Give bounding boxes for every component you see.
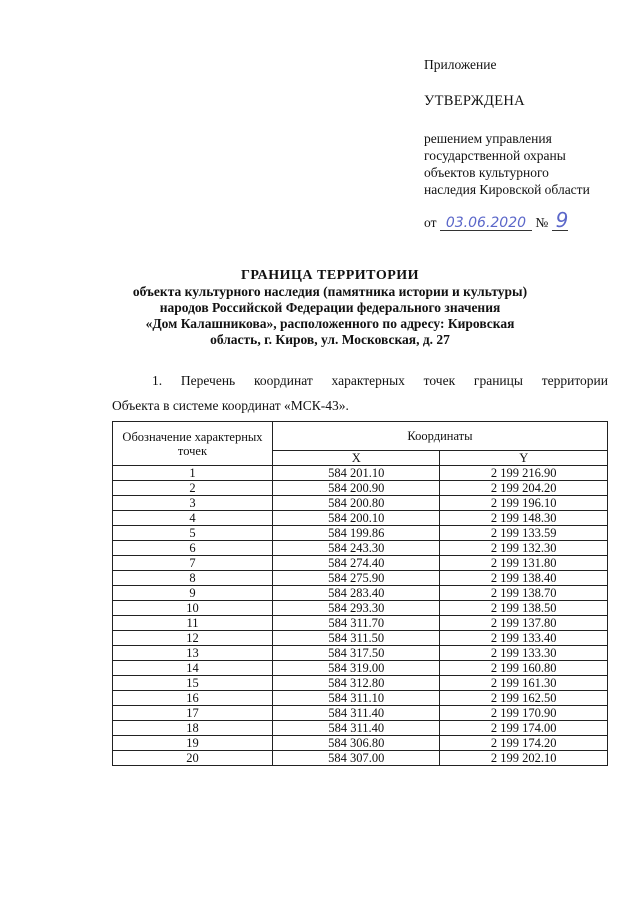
paragraph-line: 1. Перечень координат характерных точек границы территории bbox=[152, 373, 608, 388]
y-coordinate-cell: 2 199 204.20 bbox=[440, 481, 608, 496]
y-coordinate-cell: 2 199 161.30 bbox=[440, 676, 608, 691]
table-row bbox=[113, 541, 608, 556]
handwritten-date: 03.06.2020 bbox=[445, 215, 527, 231]
point-number-cell: 7 bbox=[113, 556, 273, 571]
x-coordinate-cell: 584 319.00 bbox=[272, 661, 440, 676]
table-row bbox=[113, 676, 608, 691]
point-number-cell: 15 bbox=[113, 676, 273, 691]
x-coordinate-cell: 584 201.10 bbox=[272, 466, 440, 481]
decision-line: наследия Кировской области bbox=[424, 182, 590, 197]
table-row bbox=[113, 661, 608, 676]
y-coordinate-cell: 2 199 138.50 bbox=[440, 601, 608, 616]
y-coordinate-cell: 2 199 160.80 bbox=[440, 661, 608, 676]
point-number-cell: 10 bbox=[113, 601, 273, 616]
table-row bbox=[113, 751, 608, 766]
paragraph-line: Объекта в системе координат «МСК-43». bbox=[112, 398, 349, 413]
point-number-cell: 9 bbox=[113, 586, 273, 601]
point-number-cell: 17 bbox=[113, 706, 273, 721]
header-y: Y bbox=[440, 451, 608, 466]
x-coordinate-cell: 584 311.10 bbox=[272, 691, 440, 706]
number-label: № bbox=[535, 215, 549, 230]
x-coordinate-cell: 584 200.80 bbox=[272, 496, 440, 511]
title-line: объекта культурного наследия (памятника истории и культуры) bbox=[132, 284, 528, 299]
table-row bbox=[113, 631, 608, 646]
date-field bbox=[440, 216, 532, 231]
table-row bbox=[113, 556, 608, 571]
point-number-cell: 2 bbox=[113, 481, 273, 496]
point-number-cell: 8 bbox=[113, 571, 273, 586]
approval-block bbox=[424, 56, 634, 231]
point-number-cell: 5 bbox=[113, 526, 273, 541]
x-coordinate-cell: 584 307.00 bbox=[272, 751, 440, 766]
decision-line: объектов культурного bbox=[424, 165, 549, 180]
appendix-label: Приложение bbox=[424, 57, 497, 72]
from-label: от bbox=[424, 215, 437, 230]
y-coordinate-cell: 2 199 137.80 bbox=[440, 616, 608, 631]
table-row bbox=[113, 466, 608, 481]
y-coordinate-cell: 2 199 174.00 bbox=[440, 721, 608, 736]
x-coordinate-cell: 584 317.50 bbox=[272, 646, 440, 661]
table-row bbox=[113, 736, 608, 751]
intro-paragraph bbox=[112, 368, 608, 418]
y-coordinate-cell: 2 199 132.30 bbox=[440, 541, 608, 556]
decision-line: государственной охраны bbox=[424, 148, 566, 163]
title-line: «Дом Калашникова», расположенного по адресу: Кировская bbox=[145, 316, 515, 331]
x-coordinate-cell: 584 275.90 bbox=[272, 571, 440, 586]
point-number-cell: 1 bbox=[113, 466, 273, 481]
title-line: народов Российской Федерации федерального значения bbox=[159, 300, 501, 315]
y-coordinate-cell: 2 199 216.90 bbox=[440, 466, 608, 481]
header-x: X bbox=[272, 451, 440, 466]
table-row bbox=[113, 706, 608, 721]
point-number-cell: 19 bbox=[113, 736, 273, 751]
y-coordinate-cell: 2 199 170.90 bbox=[440, 706, 608, 721]
header-coordinates: Координаты bbox=[272, 422, 607, 451]
decision-text bbox=[424, 130, 634, 198]
table-row bbox=[113, 526, 608, 541]
y-coordinate-cell: 2 199 148.30 bbox=[440, 511, 608, 526]
coordinates-table bbox=[112, 421, 608, 766]
point-number-cell: 20 bbox=[113, 751, 273, 766]
table-row bbox=[113, 721, 608, 736]
y-coordinate-cell: 2 199 131.80 bbox=[440, 556, 608, 571]
table-row bbox=[113, 481, 608, 496]
x-coordinate-cell: 584 312.80 bbox=[272, 676, 440, 691]
x-coordinate-cell: 584 306.80 bbox=[272, 736, 440, 751]
title-main: ГРАНИЦА ТЕРРИТОРИИ bbox=[240, 268, 420, 283]
point-number-cell: 14 bbox=[113, 661, 273, 676]
y-coordinate-cell: 2 199 133.30 bbox=[440, 646, 608, 661]
table-row bbox=[113, 586, 608, 601]
handwritten-number: 9 bbox=[555, 208, 569, 232]
table-row bbox=[113, 601, 608, 616]
point-number-cell: 18 bbox=[113, 721, 273, 736]
point-number-cell: 11 bbox=[113, 616, 273, 631]
x-coordinate-cell: 584 200.90 bbox=[272, 481, 440, 496]
x-coordinate-cell: 584 293.30 bbox=[272, 601, 440, 616]
x-coordinate-cell: 584 311.70 bbox=[272, 616, 440, 631]
table-body bbox=[113, 466, 608, 766]
x-coordinate-cell: 584 274.40 bbox=[272, 556, 440, 571]
y-coordinate-cell: 2 199 138.40 bbox=[440, 571, 608, 586]
number-field bbox=[552, 208, 569, 232]
point-number-cell: 12 bbox=[113, 631, 273, 646]
y-coordinate-cell: 2 199 138.70 bbox=[440, 586, 608, 601]
point-number-cell: 16 bbox=[113, 691, 273, 706]
table-row bbox=[113, 646, 608, 661]
table-row bbox=[113, 691, 608, 706]
point-number-cell: 13 bbox=[113, 646, 273, 661]
x-coordinate-cell: 584 283.40 bbox=[272, 586, 440, 601]
decision-date-number bbox=[424, 208, 634, 232]
x-coordinate-cell: 584 311.40 bbox=[272, 721, 440, 736]
x-coordinate-cell: 584 199.86 bbox=[272, 526, 440, 541]
x-coordinate-cell: 584 243.30 bbox=[272, 541, 440, 556]
x-coordinate-cell: 584 311.50 bbox=[272, 631, 440, 646]
table-row bbox=[113, 616, 608, 631]
table-row bbox=[113, 511, 608, 526]
table-row bbox=[113, 496, 608, 511]
x-coordinate-cell: 584 200.10 bbox=[272, 511, 440, 526]
point-number-cell: 3 bbox=[113, 496, 273, 511]
y-coordinate-cell: 2 199 133.59 bbox=[440, 526, 608, 541]
decision-line: решением управления bbox=[424, 131, 552, 146]
document-title bbox=[60, 268, 600, 348]
point-number-cell: 4 bbox=[113, 511, 273, 526]
header-point-designation: Обозначение характерных точек bbox=[113, 422, 273, 466]
y-coordinate-cell: 2 199 174.20 bbox=[440, 736, 608, 751]
x-coordinate-cell: 584 311.40 bbox=[272, 706, 440, 721]
approved-title: УТВЕРЖДЕНА bbox=[424, 93, 525, 109]
title-line: область, г. Киров, ул. Московская, д. 27 bbox=[210, 332, 450, 347]
y-coordinate-cell: 2 199 202.10 bbox=[440, 751, 608, 766]
y-coordinate-cell: 2 199 196.10 bbox=[440, 496, 608, 511]
point-number-cell: 6 bbox=[113, 541, 273, 556]
y-coordinate-cell: 2 199 133.40 bbox=[440, 631, 608, 646]
table-row bbox=[113, 571, 608, 586]
y-coordinate-cell: 2 199 162.50 bbox=[440, 691, 608, 706]
